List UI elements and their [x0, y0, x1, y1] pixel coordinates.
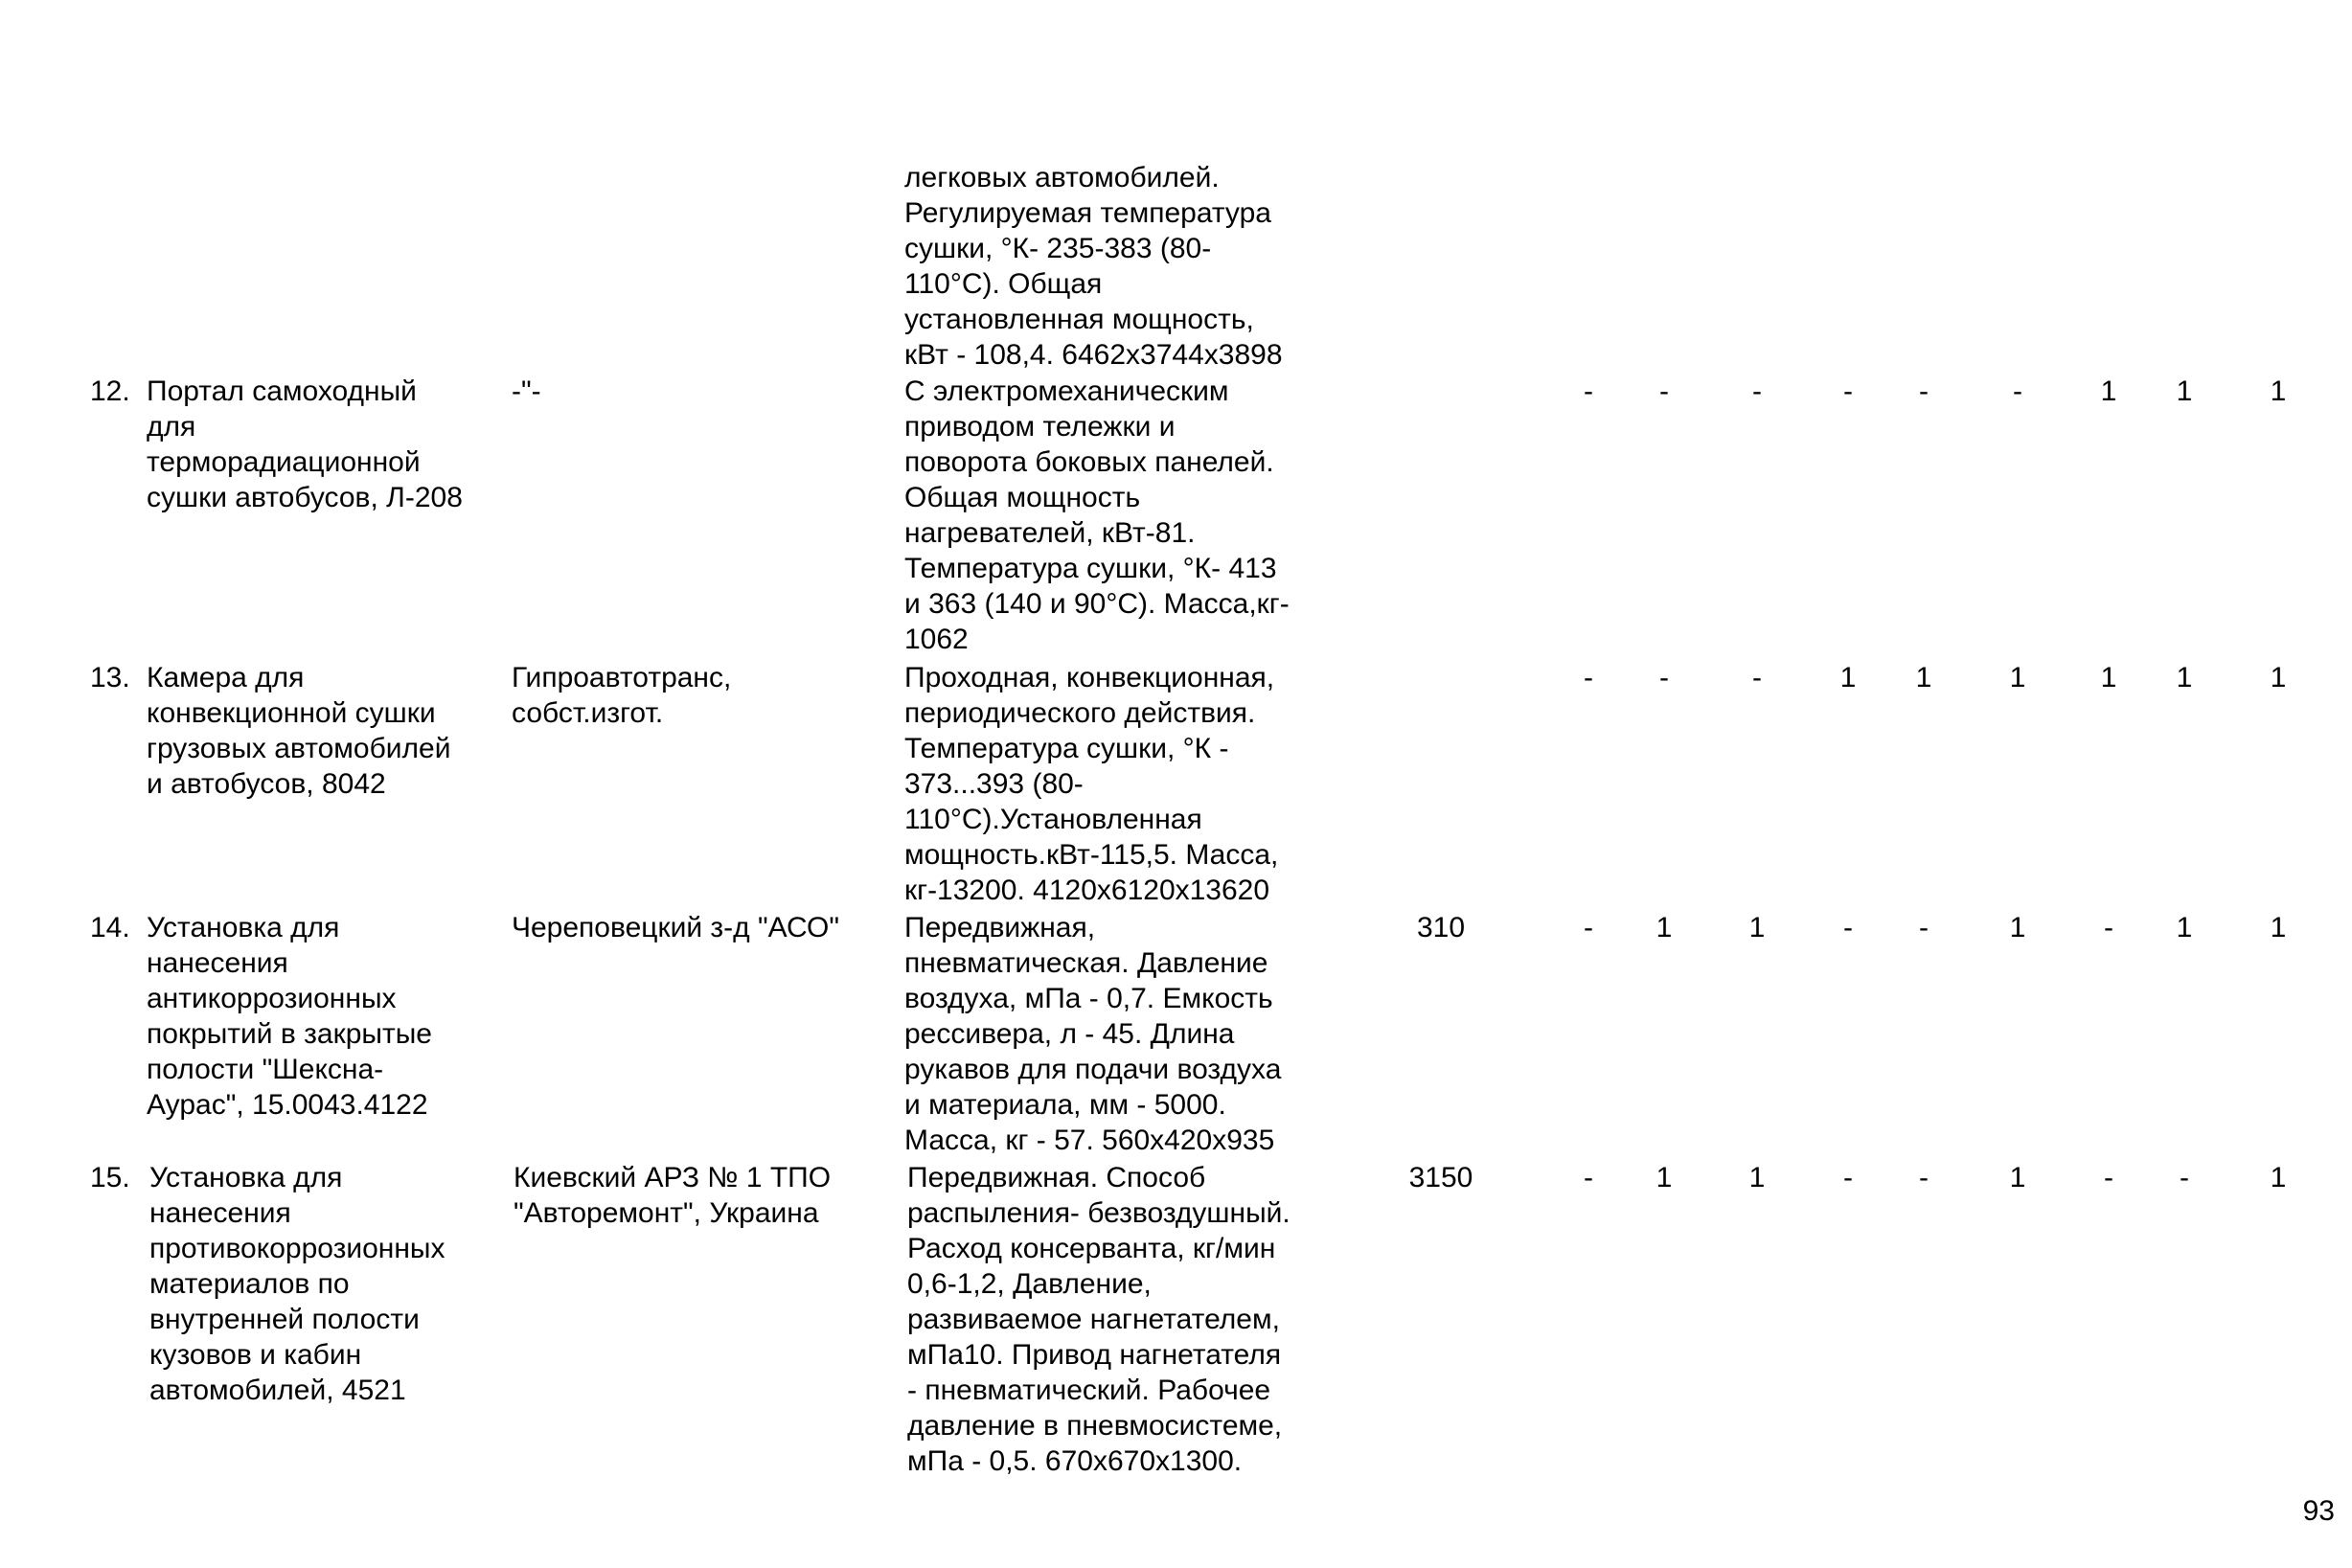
value-cell: 1 [2009, 662, 2026, 693]
value-cell: 1 [1656, 1162, 1673, 1193]
price: 3150 [1408, 1162, 1473, 1193]
technical-description: Передвижная. Способ распыления- безвоздушный. Расход консерванта, кг/мин 0,6-1,2, Давление, развиваемое нагнетателем, мПа10. Привод нагнетателя - пневматический. Рабочее давление в пневмосистеме, мПа - 0,5. 670x670x1300. [907, 1162, 1290, 1477]
value-cell: - [2180, 1162, 2189, 1193]
value-cell: - [2104, 1162, 2113, 1193]
value-cell: - [1584, 1162, 1593, 1193]
row-number: 15. [90, 1162, 130, 1193]
value-cell: 1 [2100, 662, 2117, 693]
technical-description: Проходная, конвекционная, периодического действия. Температура сушки, °К - 373...393 (80- 110°С).Установленная мощность.кВт-115,5. Масса, кг-13200. 4120x6120x13620 [904, 662, 1279, 906]
continuation-description: легковых автомобилей. Регулируемая температура сушки, °К- 235-383 (80- 110°С). Общая установленная мощность, кВт - 108,4. 6462x3744x3898 [904, 162, 1283, 371]
value-cell: - [1584, 912, 1593, 943]
value-cell: - [1919, 1162, 1929, 1193]
price: 310 [1416, 912, 1466, 943]
value-cell: - [1659, 375, 1669, 407]
equipment-name: Установка для нанесения противокоррозионных материалов по внутренней полости кузовов и кабин автомобилей, 4521 [149, 1162, 445, 1406]
manufacturer: Череповецкий з-д "АСО" [512, 912, 839, 943]
technical-description: Передвижная, пневматическая. Давление воздуха, мПа - 0,7. Емкость рессивера, л - 45. Длина рукавов для подачи воздуха и материала, мм - 5000. Масса, кг - 57. 560x420x935 [904, 912, 1282, 1156]
value-cell: - [1843, 912, 1853, 943]
value-cell: - [1584, 662, 1593, 693]
value-cell: - [1584, 375, 1593, 407]
value-cell: 1 [2270, 662, 2287, 693]
manufacturer: Гипроавтотранс, собст.изгот. [512, 662, 732, 729]
row-number: 14. [90, 912, 130, 943]
equipment-name: Установка для нанесения антикоррозионных покрытий в закрытые полости "Шексна- Аурас", 15.0043.4122 [147, 912, 432, 1121]
value-cell: 1 [2270, 912, 2287, 943]
value-cell: - [1843, 375, 1853, 407]
value-cell: - [1752, 375, 1762, 407]
value-cell: - [1752, 662, 1762, 693]
manufacturer: Киевский АРЗ № 1 ТПО "Авторемонт", Украина [514, 1162, 832, 1229]
page-number: 93 [2302, 1495, 2335, 1527]
equipment-name: Портал самоходный для терморадиационной сушки автобусов, Л-208 [147, 375, 463, 513]
row-number: 13. [90, 662, 130, 693]
value-cell: 1 [1839, 662, 1857, 693]
value-cell: 1 [1915, 662, 1932, 693]
technical-description: С электромеханическим приводом тележки и поворота боковых панелей. Общая мощность нагревателей, кВт-81. Температура сушки, °К- 413 и 363 (140 и 90°С). Масса,кг- 1062 [904, 375, 1290, 655]
value-cell: 1 [2009, 912, 2026, 943]
value-cell: - [1843, 1162, 1853, 1193]
value-cell: - [2104, 912, 2113, 943]
value-cell: 1 [2100, 375, 2117, 407]
row-number: 12. [90, 375, 130, 407]
equipment-name: Камера для конвекционной сушки грузовых автомобилей и автобусов, 8042 [147, 662, 451, 800]
value-cell: 1 [2270, 375, 2287, 407]
value-cell: - [2013, 375, 2022, 407]
manufacturer: -"- [512, 375, 541, 407]
value-cell: - [1919, 375, 1929, 407]
value-cell: 1 [1748, 912, 1766, 943]
value-cell: 1 [2270, 1162, 2287, 1193]
value-cell: 1 [2009, 1162, 2026, 1193]
value-cell: 1 [2176, 912, 2193, 943]
value-cell: - [1919, 912, 1929, 943]
value-cell: 1 [1656, 912, 1673, 943]
value-cell: 1 [2176, 375, 2193, 407]
value-cell: 1 [1748, 1162, 1766, 1193]
value-cell: 1 [2176, 662, 2193, 693]
value-cell: - [1659, 662, 1669, 693]
